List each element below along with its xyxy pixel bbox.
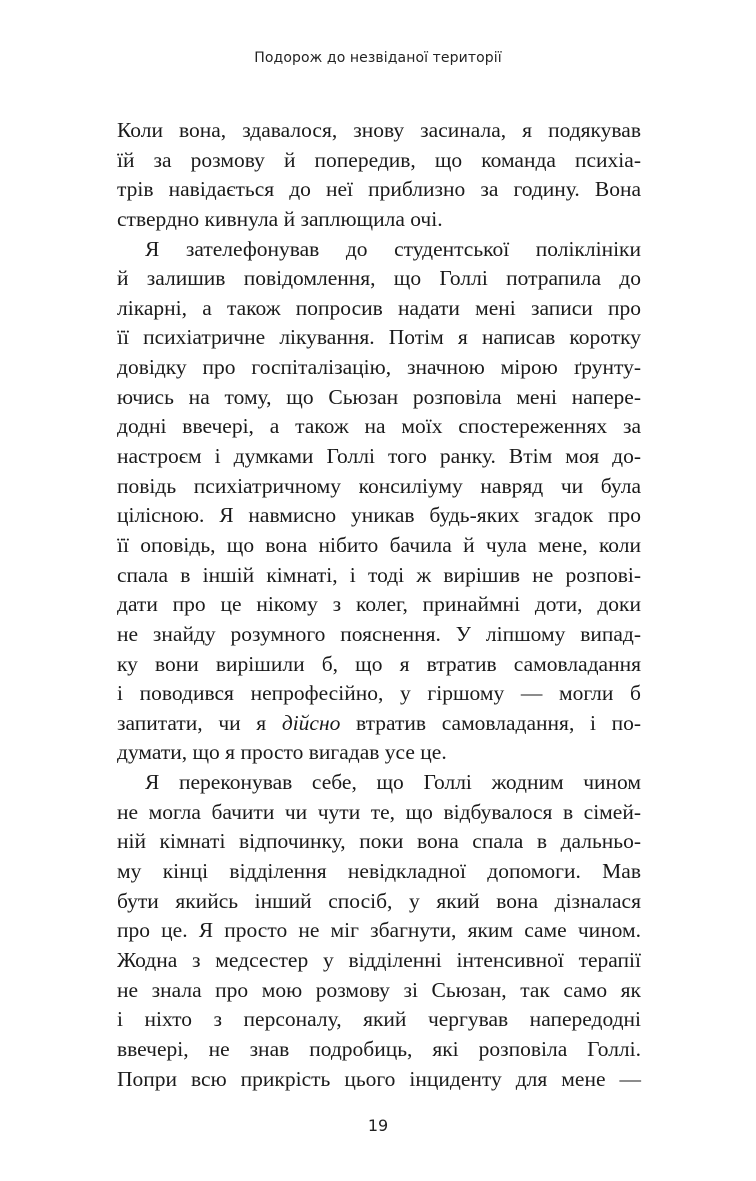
body-text — [117, 116, 641, 1094]
running-header: Подорож до незвіданої території — [254, 50, 502, 66]
text-line — [117, 590, 641, 620]
line-text: Коли вона, здавалося, знову засинала, я подякував — [117, 118, 641, 142]
text-line — [117, 353, 641, 383]
line-text: ній кімнаті відпочинку, поки вона спала в дальньо- — [117, 829, 641, 854]
line-text: спала в іншій кімнаті, і тоді ж вирішив не розпові- — [117, 562, 641, 587]
line-text: настроєм і думками Голлі того ранку. Втім моя до- — [117, 444, 641, 469]
text-line — [117, 857, 641, 887]
line-text: ючись на тому, що Сьюзан розповіла мені напере- — [117, 384, 641, 409]
text-line — [117, 442, 641, 472]
text-line — [117, 412, 641, 442]
text-line — [117, 946, 641, 976]
page-number: 19 — [367, 1116, 389, 1135]
text-line — [117, 205, 641, 235]
text-line — [117, 175, 641, 205]
text-line — [117, 561, 641, 591]
line-text: й залишив повідомлення, що Голлі потрапила до — [117, 266, 641, 291]
text-line — [117, 116, 641, 146]
line-text: трів навідається до неї приблизно за годину. Вона — [117, 177, 641, 202]
text-line — [117, 679, 641, 709]
text-line — [117, 383, 641, 413]
line-text: не знала про мою розмову зі Сьюзан, так само як — [117, 977, 641, 1002]
text-line — [117, 264, 641, 294]
line-text: не могла бачити чи чути те, що відбувалося в сімей- — [117, 799, 641, 824]
text-line — [117, 323, 641, 353]
line-text: Попри всю прикрість цього інциденту для мене — — [117, 1066, 641, 1091]
text-line — [117, 738, 641, 768]
line-text: Я переконував себе, що Голлі жодним чином — [145, 770, 641, 795]
line-text: цілісною. Я навмисно уникав будь-яких згадок про — [117, 503, 641, 528]
text-line — [117, 1065, 641, 1095]
text-line — [117, 798, 641, 828]
line-text: лікарні, а також попросив надати мені записи про — [117, 295, 641, 320]
line-text: її оповідь, що вона нібито бачила й чула мене, коли — [117, 532, 641, 557]
text-line — [117, 976, 641, 1006]
line-text: про це. Я просто не міг збагнути, яким саме чином. — [117, 918, 641, 943]
line-text: і ніхто з персоналу, який чергував напередодні — [117, 1007, 641, 1032]
line-text: му кінці відділення невідкладної допомоги. Мав — [117, 859, 641, 884]
text-line — [117, 146, 641, 176]
text-line — [117, 1005, 641, 1035]
line-text: її психіатричне лікування. Потім я написав коротку — [117, 325, 641, 350]
text-line — [117, 827, 641, 857]
text-line — [117, 709, 641, 739]
text-line — [117, 768, 641, 798]
text-line — [117, 620, 641, 650]
line-text: ствердно кивнула й заплющила очі. — [117, 206, 443, 231]
line-text: Жодна з медсестер у відділенні інтенсивної терапії — [117, 947, 641, 972]
text-line — [117, 650, 641, 680]
line-text: дати про це нікому з колег, принаймні доти, доки — [117, 592, 641, 617]
line-text: втратив самовладання, і по- — [340, 710, 641, 735]
line-text: додні ввечері, а також на моїх спостереженнях за — [117, 414, 641, 439]
line-text: Я зателефонував до студентської поліклініки — [145, 236, 641, 261]
line-text: повідь психіатричному консиліуму навряд чи була — [117, 473, 641, 498]
line-text: і поводився непрофесійно, у гіршому — могли б — [117, 681, 641, 706]
emphasis-text: дійсно — [281, 710, 341, 735]
line-text: запитати, чи я — [117, 710, 282, 735]
line-text: не знайду розумного пояснення. У ліпшому випад- — [117, 621, 641, 646]
text-line — [117, 1035, 641, 1065]
text-line — [117, 887, 641, 917]
text-line — [117, 531, 641, 561]
line-text: думати, що я просто вигадав усе це. — [117, 740, 447, 765]
text-line — [117, 472, 641, 502]
text-line — [117, 294, 641, 324]
line-text: їй за розмову й попередив, що команда психіа- — [117, 147, 641, 172]
line-text: довідку про госпіталізацію, значною мірою ґрунту- — [117, 355, 641, 380]
line-text: бути якийсь інший спосіб, у який вона дізналася — [117, 888, 641, 913]
text-line — [117, 235, 641, 265]
line-text: ввечері, не знав подробиць, які розповіла Голлі. — [117, 1036, 641, 1061]
line-text: ку вони вирішили б, що я втратив самовладання — [117, 651, 641, 676]
text-line — [117, 916, 641, 946]
text-line — [117, 501, 641, 531]
